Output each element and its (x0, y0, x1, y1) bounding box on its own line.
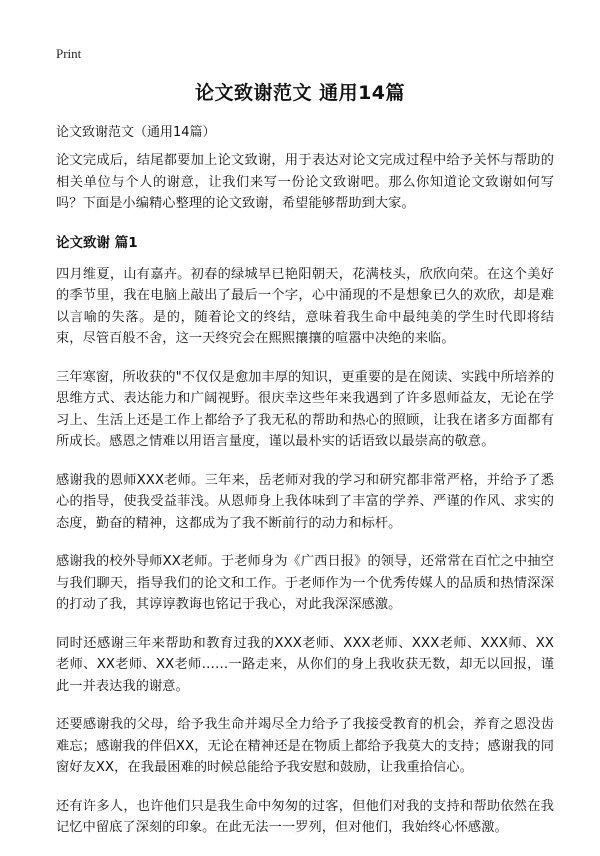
body-paragraph-7: 还有许多人，也许他们只是我生命中匆匆的过客，但他们对我的支持和帮助依然在我记忆中留底了深刻的印象。在此无法一一罗列，但对他们，我始终心怀感激。 (56, 798, 554, 835)
print-link[interactable]: Print (56, 46, 82, 61)
intro-paragraph: 论文完成后，结尾都要加上论文致谢，用于表达对论文完成过程中给予关怀与帮助的相关单位与个人的谢意，让我们来写一份论文致谢吧。那么你知道论文致谢如何写吗？下面是小编精心整理的论文致谢，希望能够帮助到大家。 (56, 153, 554, 211)
body-paragraph-5: 同时还感谢三年来帮助和教育过我的XXX老师、XXX老师、XXX老师、XXX师、XX老师、XX老师、XX老师……一路走来，从你们的身上我收获无数，却无以回报，谨此一并表达我的谢意。 (56, 635, 554, 694)
document-body (56, 150, 554, 856)
body-paragraph-6: 还要感谢我的父母，给予我生命并竭尽全力给予了我接受教育的机会，养育之恩没齿难忘；感谢我的伴侣XX，无论在精神还是在物质上都给予我莫大的支持；感谢我的同窗好友XX，在我最困难的时候总能给予我安慰和鼓励，让我重拾信心。 (56, 717, 554, 775)
body-paragraph-3: 感谢我的恩师XXX老师。三年来，岳老师对我的学习和研究都非常严格，并给予了悉心的指导，使我受益菲浅。从恩师身上我体味到了丰富的学养、严谨的作风、求实的态度，勤奋的精神，这都成为了我不断前行的动力和标杆。 (56, 472, 554, 531)
page-title: 论文致谢范文 通用14篇 (194, 82, 406, 104)
body-paragraph-2: 三年寒窗，所收获的"不仅仅是愈加丰厚的知识，更重要的是在阅读、实践中所培养的思维方式、表达能力和广阔视野。很庆幸这些年来我遇到了许多恩师益友，无论在学习上、生活上还是工作上都给予了我无私的帮助和热心的照顾，让我在诸多方面都有所成长。感恩之情难以用语言量度，谨以最朴实的话语致以最崇高的敬意。 (56, 369, 554, 449)
body-paragraph-4: 感谢我的校外导师XX老师。于老师身为《广西日报》的领导，还常常在百忙之中抽空与我们聊天，指导我们的论文和工作。于老师作为一个优秀传媒人的品质和热情深深的打动了我，其谆谆教诲也铭记于我心，对此我深深感激。 (56, 554, 554, 612)
section-heading: 论文致谢 篇1 (56, 234, 138, 251)
body-paragraph-1: 四月维夏，山有嘉卉。初春的绿城早已艳阳朝天，花满枝头，欣欣向荣。在这个美好的季节里，我在电脑上敲出了最后一个字，心中涌现的不是想象已久的欢欣，却是难以言喻的失落。是的，随着论文的终结，意味着我生命中最纯美的学生时代即将结束，尽管百般不舍，这一天终究会在熙熙攘攘的喧嚣中决绝的来临。 (56, 266, 554, 346)
document-subtitle: 论文致谢范文（通用14篇） (56, 125, 216, 140)
